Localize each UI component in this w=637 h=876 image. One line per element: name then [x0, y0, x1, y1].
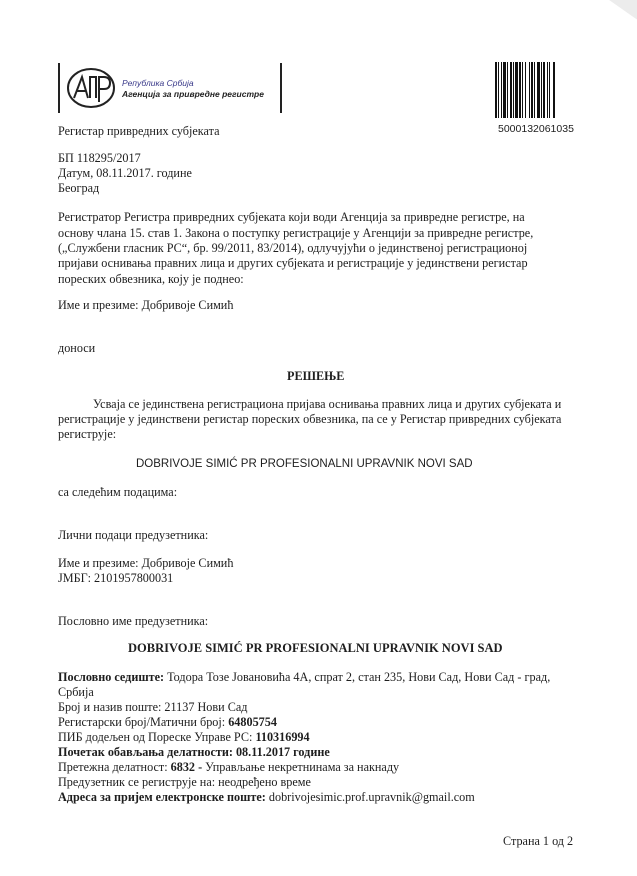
pib-line [58, 730, 310, 746]
pib-value: 110316994 [255, 730, 310, 744]
seat-line [58, 670, 550, 686]
page-corner-shadow [606, 0, 637, 21]
barcode-bar [510, 62, 512, 118]
barcode-bar [525, 62, 526, 118]
barcode-bar [549, 62, 550, 118]
barcode-bar [534, 62, 535, 118]
seat-value: Тодора Тозе Јовановића 4А, спрат 2, стан 235, Нови Сад, Нови Сад - град, [164, 670, 551, 684]
activity-code: 6832 - [170, 760, 203, 774]
personal-jmbg: ЈМБГ: 2101957800031 [58, 571, 174, 585]
barcode-bar [495, 62, 497, 118]
barcode-bar [529, 62, 530, 118]
email-line [58, 790, 475, 806]
barcode-bar [519, 62, 521, 118]
donosi-text: доноси [58, 341, 96, 355]
email-label: Адреса за пријем електронске поште: [58, 790, 266, 804]
start-date-line: Почетак обављања делатности: 08.11.2017 године [58, 745, 330, 759]
barcode-bar [541, 62, 542, 118]
document-date: Датум, 08.11.2017. године [58, 166, 192, 180]
barcode-bar [522, 62, 523, 118]
barcode-bar [543, 62, 545, 118]
reg-line [58, 715, 277, 731]
reg-value: 64805754 [228, 715, 277, 729]
page-number: Страна 1 од 2 [503, 834, 574, 848]
business-name: DOBRIVOJE SIMIĆ PR PROFESIONALNI UPRAVNIK NOVI SAD [128, 641, 503, 655]
seat-value-line2: Србија [58, 685, 94, 699]
org-name-line2: Агенција за привредне регистре [122, 89, 264, 99]
decision-line-2: регистрације у јединствени регистар пореских обвезника, па се у Регистар привредних субјеката [58, 412, 562, 426]
with-data-text: са следећим подацима: [58, 485, 178, 499]
barcode-bar [501, 62, 502, 118]
term-line: Предузетник се региструје на: неодређено време [58, 775, 311, 789]
activity-desc: Управљање некретнинама за накнаду [202, 760, 400, 774]
barcode-bar [507, 62, 508, 118]
decision-title: РЕШЕЊЕ [287, 369, 345, 383]
post-line: Број и назив поште: 21137 Нови Сад [58, 700, 248, 714]
reg-label: Регистарски број/Матични број: [58, 715, 229, 729]
decision-line-3: региструје: [58, 427, 117, 441]
activity-label: Претежна делатност: [58, 760, 171, 774]
registry-name: Регистар привредних субјеката [58, 124, 220, 138]
barcode-bar [513, 62, 514, 118]
decision-line-1: Усваја се јединствена регистрациона пријава оснивања правних лица и других субјеката и [93, 397, 562, 411]
pib-label: ПИБ додељен од Пореске Управе РС: [58, 730, 256, 744]
apr-logo-icon [64, 66, 118, 110]
barcode-bar [515, 62, 518, 118]
barcode-bar [553, 62, 555, 118]
email-value: dobrivojesimic.prof.upravnik@gmail.com [265, 790, 475, 804]
barcode-bar [498, 62, 499, 118]
barcode-bar [503, 62, 506, 118]
barcode-bar [531, 62, 533, 118]
barcode-bar [547, 62, 548, 118]
intro-line-2: основу члана 15. став 1. Закона о поступку регистрације у Агенцији за привредне регистре, [58, 226, 534, 240]
seat-label: Пословно седиште: [58, 670, 165, 684]
barcode-bar [537, 62, 540, 118]
barcode [495, 62, 579, 118]
case-number: БП 118295/2017 [58, 151, 141, 165]
activity-line [58, 760, 399, 776]
intro-line-1: Регистратор Регистра привредних субјеката који води Агенција за привредне регистре, на [58, 210, 525, 224]
personal-name: Име и презиме: Добривоје Симић [58, 556, 234, 570]
intro-line-5: пореских обвезника, коју је поднео: [58, 272, 244, 286]
document-city: Београд [58, 181, 100, 195]
barcode-number: 5000132061035 [498, 123, 574, 135]
org-name-line1: Република Србија [122, 78, 194, 88]
personal-heading: Лични подаци предузетника: [58, 528, 209, 542]
business-heading: Пословно име предузетника: [58, 614, 209, 628]
intro-line-3: („Службени гласник РС“, бр. 99/2011, 83/2014), одлучујући о јединственој регистрационој [58, 241, 528, 255]
registered-name: DOBRIVOJE SIMIĆ PR PROFESIONALNI UPRAVNIK NOVI SAD [136, 458, 473, 470]
applicant-name: Име и презиме: Добривоје Симић [58, 298, 234, 312]
intro-line-4: пријави оснивања правних лица и других субјеката и регистрације у јединствени регистар [58, 256, 528, 270]
